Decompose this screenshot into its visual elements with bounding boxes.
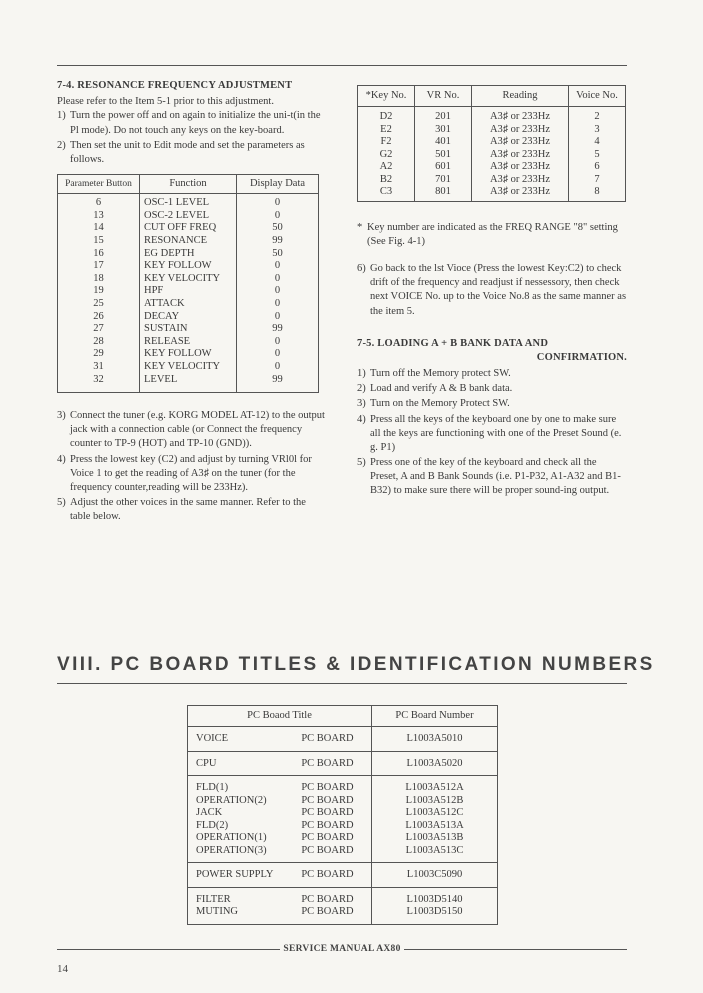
table-row [188, 906, 498, 924]
step-item [57, 139, 325, 167]
display-data-cell: 99 [272, 234, 283, 246]
param-button-cell: 19 [58, 285, 140, 298]
footer-rule-left [57, 949, 280, 950]
board-type-cell: PC BOARD [297, 832, 371, 845]
table-row [358, 149, 626, 162]
right-column [357, 85, 627, 500]
step-item [57, 496, 325, 524]
vr-no-cell: 501 [415, 149, 472, 162]
step-item [357, 382, 627, 396]
voice-no-cell: 6 [569, 161, 626, 174]
board-type-cell: PC BOARD [297, 776, 371, 795]
table-row [188, 807, 498, 820]
step-text: Turn off the Memory protect SW. [370, 368, 511, 380]
board-type-cell: PC BOARD [297, 863, 371, 888]
board-group [188, 863, 498, 888]
function-cell: CUT OFF FREQ [140, 222, 237, 235]
table-row [188, 832, 498, 845]
display-data-cell: 0 [274, 335, 281, 347]
key-no-cell: F2 [358, 136, 415, 149]
param-button-cell: 25 [58, 298, 140, 311]
key-table [357, 85, 626, 202]
function-cell: EG DEPTH [140, 248, 237, 261]
table-row [58, 260, 319, 273]
board-number-cell: L1003A513A [405, 819, 464, 831]
board-type-cell: PC BOARD [297, 807, 371, 820]
function-cell: RELEASE [140, 336, 237, 349]
board-name-cell: JACK [196, 807, 223, 819]
board-type-cell: PC BOARD [297, 751, 371, 776]
board-number-cell: L1003A5020 [406, 757, 463, 769]
display-data-cell: 0 [274, 197, 281, 209]
function-cell: RESONANCE [140, 235, 237, 248]
key-no-cell: G2 [358, 149, 415, 162]
board-group [188, 887, 498, 924]
section-8-rule [57, 683, 627, 684]
step-item [357, 413, 627, 456]
board-type-cell: PC BOARD [297, 820, 371, 833]
step-text: Load and verify A & B bank data. [370, 383, 513, 395]
board-type-cell: PC BOARD [297, 887, 371, 906]
step-text: Press the lowest key (C2) and adjust by turning VRl0l for Voice 1 to get the reading of A3♯ on the tuner (for the frequency counter,reading will be 233Hz). [70, 453, 312, 493]
table-row [58, 374, 319, 393]
reading-cell: A3♯ or 233Hz [472, 136, 569, 149]
table-row [58, 336, 319, 349]
board-name-cell: OPERATION(3) [196, 844, 267, 856]
step-item [357, 397, 627, 411]
function-cell: OSC-2 LEVEL [140, 210, 237, 223]
board-name-cell: CPU [196, 757, 217, 769]
table-row [188, 845, 498, 863]
vr-no-cell: 401 [415, 136, 472, 149]
key-header-voice: Voice No. [569, 86, 626, 107]
step-number: 3) [357, 398, 366, 410]
step-text: Connect the tuner (e.g. KORG MODEL AT-12) to the output jack with a connection cable (or Connect the frequency counter to TP-9 (HOT) and TP-10 (GND)). [70, 410, 325, 450]
param-header-button: Parameter Button [58, 175, 140, 194]
key-note-text: Key number are indicated as the FREQ RANGE "8" setting (See Fig. 4-1) [367, 221, 618, 247]
table-row [58, 194, 319, 210]
key-no-cell: A2 [358, 161, 415, 174]
left-column [57, 79, 325, 525]
vr-no-cell: 701 [415, 174, 472, 187]
key-header-key: *Key No. [358, 86, 415, 107]
board-number-cell: L1003A512B [405, 794, 464, 806]
board-name-cell: FLD(2) [196, 819, 229, 831]
param-button-cell: 32 [58, 374, 140, 393]
board-number-cell: L1003A513B [405, 832, 464, 844]
board-group [188, 776, 498, 863]
parameter-table [57, 174, 319, 393]
param-button-cell: 28 [58, 336, 140, 349]
board-group [188, 727, 498, 752]
table-row [58, 348, 319, 361]
display-data-cell: 0 [274, 209, 281, 221]
step-number: 5) [357, 457, 366, 469]
footer-title: SERVICE MANUAL AX80 [283, 944, 401, 954]
voice-no-cell: 4 [569, 136, 626, 149]
board-name-cell: OPERATION(1) [196, 832, 267, 844]
step-text: Then set the unit to Edit mode and set the parameters as follows. [70, 139, 305, 165]
table-row [188, 751, 498, 776]
board-name-cell: POWER SUPPLY [196, 869, 274, 881]
param-button-cell: 26 [58, 311, 140, 324]
step-number: 2) [357, 383, 366, 395]
asterisk-icon: * [357, 221, 363, 233]
voice-no-cell: 7 [569, 174, 626, 187]
reading-cell: A3♯ or 233Hz [472, 174, 569, 187]
table-row [358, 174, 626, 187]
board-number-cell: L1003A5010 [406, 733, 463, 745]
reading-cell: A3♯ or 233Hz [472, 161, 569, 174]
voice-no-cell: 8 [569, 186, 626, 201]
board-name-cell: FILTER [196, 893, 231, 905]
table-row [58, 285, 319, 298]
function-cell: HPF [140, 285, 237, 298]
key-no-cell: E2 [358, 124, 415, 137]
board-number-cell: L1003D5140 [406, 893, 463, 905]
display-data-cell: 50 [272, 222, 283, 234]
table-row [188, 795, 498, 808]
board-name-cell: MUTING [196, 906, 238, 918]
section-7-4-steps-a [57, 109, 325, 167]
table-row [58, 311, 319, 324]
function-cell: OSC-1 LEVEL [140, 194, 237, 210]
vr-no-cell: 601 [415, 161, 472, 174]
param-button-cell: 14 [58, 222, 140, 235]
table-row [188, 887, 498, 906]
key-no-cell: B2 [358, 174, 415, 187]
section-7-4-steps-b [57, 409, 325, 524]
voice-no-cell: 5 [569, 149, 626, 162]
step-text: Adjust the other voices in the same manner. Refer to the table below. [70, 497, 306, 523]
table-row [58, 248, 319, 261]
param-button-cell: 6 [58, 194, 140, 210]
vr-no-cell: 201 [415, 107, 472, 124]
step-text: Press all the keys of the keyboard one by one to make sure all the keys are functioning with one of the Preset Sound (e. g. P1) [370, 413, 622, 453]
param-button-cell: 29 [58, 348, 140, 361]
function-cell: DECAY [140, 311, 237, 324]
param-button-cell: 15 [58, 235, 140, 248]
table-row [188, 727, 498, 752]
section-7-5-title [357, 337, 627, 365]
step-text: Turn on the Memory Protect SW. [370, 398, 510, 410]
table-row [188, 820, 498, 833]
table-row [58, 235, 319, 248]
step-item [357, 456, 627, 499]
step-item [57, 109, 325, 137]
section-8-title: VIII. PC BOARD TITLES & IDENTIFICATION NUMBERS [57, 654, 655, 675]
board-header-title: PC Boaod Title [188, 706, 372, 727]
step-6-item [357, 262, 627, 319]
board-group [188, 751, 498, 776]
table-row [358, 136, 626, 149]
param-header-display: Display Data [237, 175, 319, 194]
table-row [358, 186, 626, 201]
table-row [358, 161, 626, 174]
reading-cell: A3♯ or 233Hz [472, 124, 569, 137]
display-data-cell: 0 [274, 348, 281, 360]
param-button-cell: 13 [58, 210, 140, 223]
board-name-cell: FLD(1) [196, 782, 229, 794]
vr-no-cell: 801 [415, 186, 472, 201]
board-number-cell: L1003C5090 [406, 869, 463, 881]
step-6 [357, 262, 627, 319]
section-7-5-title-b: CONFIRMATION. [536, 351, 627, 363]
table-row [58, 298, 319, 311]
board-name-cell: VOICE [196, 733, 229, 745]
function-cell: KEY FOLLOW [140, 348, 237, 361]
voice-no-cell: 3 [569, 124, 626, 137]
reading-cell: A3♯ or 233Hz [472, 149, 569, 162]
step-number: 2) [57, 139, 66, 151]
display-data-cell: 0 [274, 272, 281, 284]
board-number-cell: L1003A512A [405, 782, 464, 794]
step-6-text: Go back to the lst Vioce (Press the lowest Key:C2) to check drift of the frequency and readjust if nessessory, then check next VOICE No. up to the Voice No.8 as the same manner as the item 5. [370, 263, 627, 317]
step-number: 4) [357, 413, 366, 425]
display-data-cell: 99 [272, 373, 283, 385]
vr-no-cell: 301 [415, 124, 472, 137]
step-item [357, 367, 627, 381]
key-note [357, 221, 627, 249]
display-data-cell: 0 [274, 285, 281, 297]
param-header-function: Function [140, 175, 237, 194]
function-cell: ATTACK [140, 298, 237, 311]
reading-cell: A3♯ or 233Hz [472, 107, 569, 124]
reading-cell: A3♯ or 233Hz [472, 186, 569, 201]
footer [57, 943, 627, 956]
section-7-4-title: 7-4. RESONANCE FREQUENCY ADJUSTMENT [57, 80, 293, 91]
step-number: 3) [57, 410, 66, 422]
display-data-cell: 0 [274, 310, 281, 322]
table-row [58, 222, 319, 235]
param-button-cell: 16 [58, 248, 140, 261]
table-row [188, 776, 498, 795]
display-data-cell: 50 [272, 247, 283, 259]
step-item [57, 409, 325, 452]
section-7-4-intro: Please refer to the Item 5-1 prior to this adjustment. [57, 96, 274, 108]
param-button-cell: 17 [58, 260, 140, 273]
table-row [58, 361, 319, 374]
top-rule [57, 65, 627, 66]
footer-rule-right [404, 949, 627, 950]
key-no-cell: C3 [358, 186, 415, 201]
display-data-cell: 99 [272, 323, 283, 335]
step-6-number: 6) [357, 263, 366, 275]
section-7-5-steps [357, 367, 627, 499]
table-row [358, 107, 626, 124]
step-text: Turn the power off and on again to initialize the uni-t(in the Pl mode). Do not touch any keys on the key-board. [70, 110, 321, 136]
table-row [188, 863, 498, 888]
display-data-cell: 0 [274, 297, 281, 309]
pc-board-table [187, 705, 498, 925]
section-7-5-title-a: 7-5. LOADING A + B BANK DATA AND [357, 337, 549, 349]
param-button-cell: 18 [58, 273, 140, 286]
function-cell: KEY FOLLOW [140, 260, 237, 273]
key-header-reading: Reading [472, 86, 569, 107]
table-row [58, 210, 319, 223]
board-type-cell: PC BOARD [297, 795, 371, 808]
function-cell: KEY VELOCITY [140, 361, 237, 374]
voice-no-cell: 2 [569, 107, 626, 124]
step-number: 1) [57, 110, 66, 122]
board-number-cell: L1003A512C [405, 807, 464, 819]
step-number: 4) [57, 453, 66, 465]
board-type-cell: PC BOARD [297, 906, 371, 924]
step-number: 5) [57, 497, 66, 509]
board-header-number: PC Board Number [372, 706, 498, 727]
board-number-cell: L1003A513C [405, 844, 464, 856]
param-button-cell: 27 [58, 323, 140, 336]
table-row [58, 323, 319, 336]
step-text: Press one of the key of the keyboard and check all the Preset, A and B Bank Sounds (i.e. P1-P32, A1-A32 and B1-B32) to make sure there will be proper sound-ing output. [370, 457, 621, 497]
key-header-vr: VR No. [415, 86, 472, 107]
board-type-cell: PC BOARD [297, 845, 371, 863]
function-cell: KEY VELOCITY [140, 273, 237, 286]
display-data-cell: 0 [274, 260, 281, 272]
param-button-cell: 31 [58, 361, 140, 374]
board-type-cell: PC BOARD [297, 727, 371, 752]
page-number: 14 [57, 963, 68, 975]
board-name-cell: OPERATION(2) [196, 794, 267, 806]
table-row [58, 273, 319, 286]
function-cell: LEVEL [140, 374, 237, 393]
table-row [358, 124, 626, 137]
step-number: 1) [357, 368, 366, 380]
step-item [57, 453, 325, 496]
display-data-cell: 0 [274, 360, 281, 372]
key-no-cell: D2 [358, 107, 415, 124]
function-cell: SUSTAIN [140, 323, 237, 336]
board-number-cell: L1003D5150 [406, 906, 463, 918]
